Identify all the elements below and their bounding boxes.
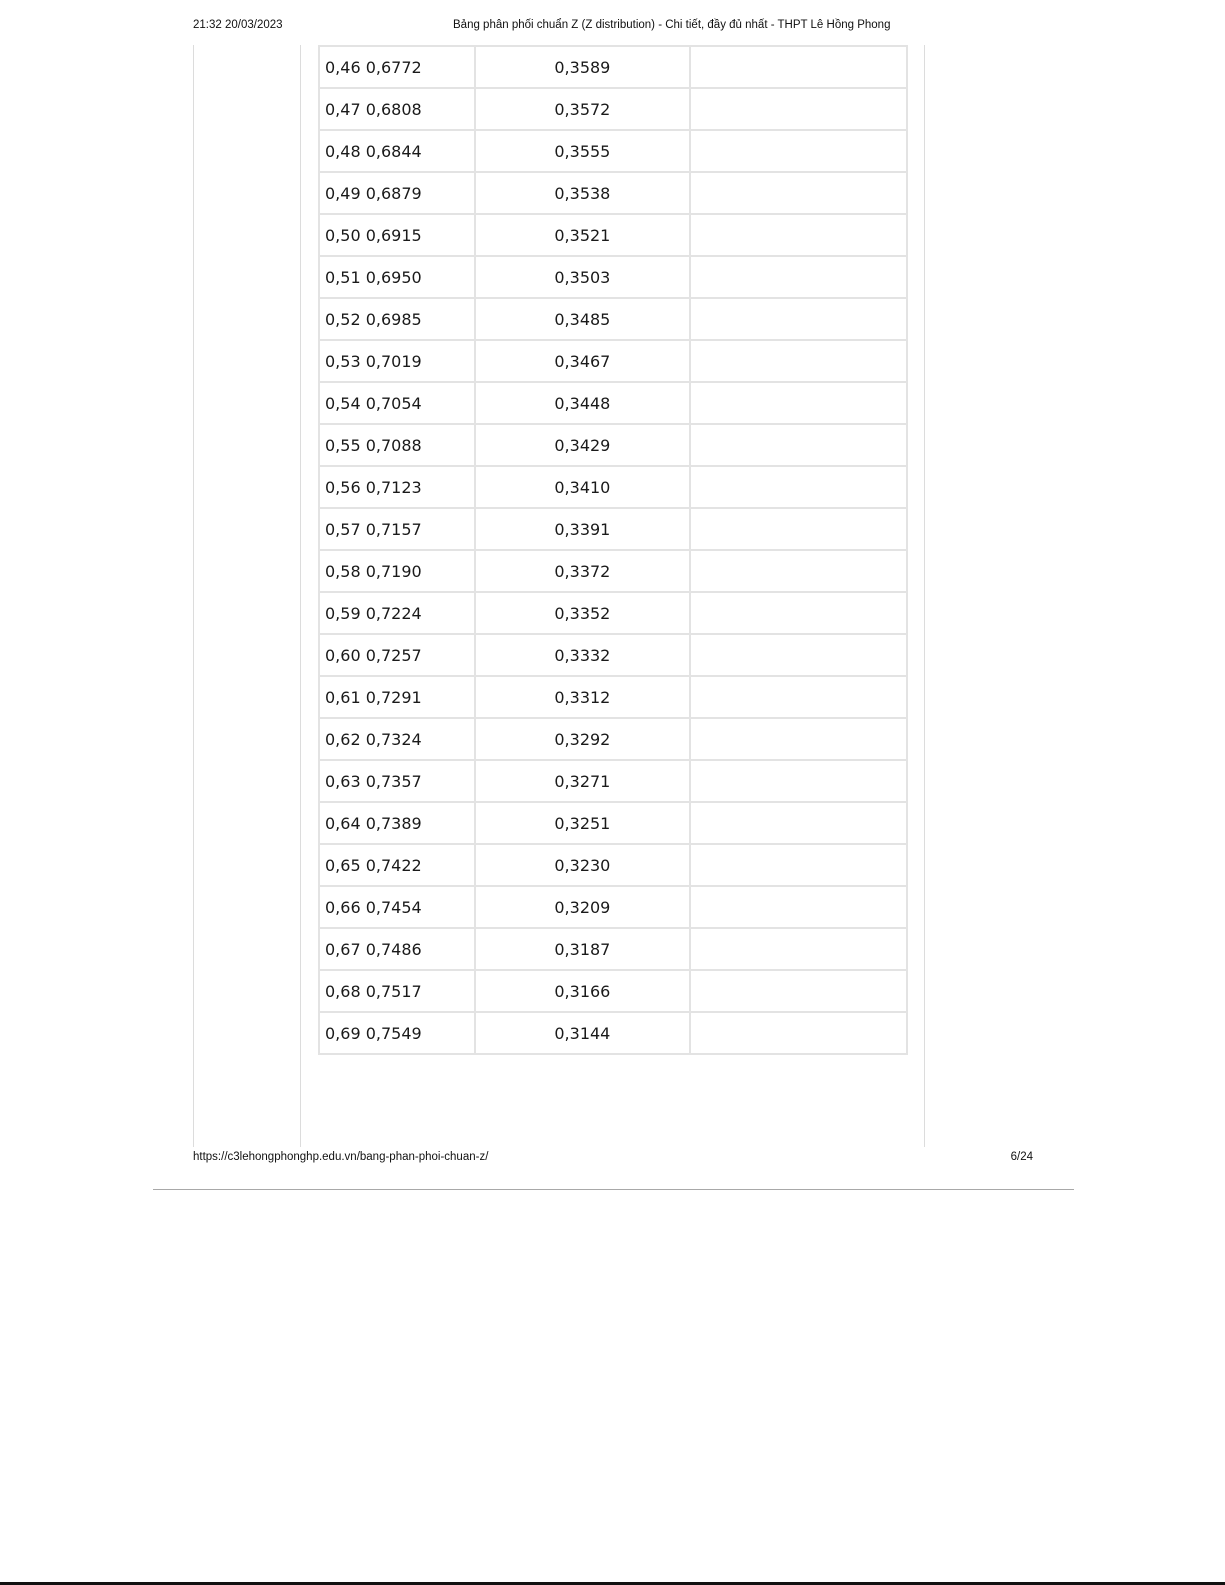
table-row [319,802,907,844]
z-score-cell: 0,64 0,7389 [319,802,475,844]
print-footer [193,1151,1033,1167]
table-row [319,886,907,928]
density-cell: 0,3467 [475,340,691,382]
table-row [319,592,907,634]
empty-cell [690,970,907,1012]
z-score-cell: 0,61 0,7291 [319,676,475,718]
empty-cell [690,928,907,970]
table-row [319,382,907,424]
empty-cell [690,676,907,718]
density-cell: 0,3251 [475,802,691,844]
density-cell: 0,3448 [475,382,691,424]
density-cell: 0,3538 [475,172,691,214]
density-cell: 0,3521 [475,214,691,256]
z-score-cell: 0,65 0,7422 [319,844,475,886]
table-row [319,256,907,298]
z-score-cell: 0,60 0,7257 [319,634,475,676]
empty-cell [690,46,907,88]
frame-border-inner-left [300,45,301,1147]
table-row [319,760,907,802]
empty-cell [690,886,907,928]
density-cell: 0,3485 [475,298,691,340]
empty-cell [690,466,907,508]
z-score-cell: 0,58 0,7190 [319,550,475,592]
z-score-cell: 0,56 0,7123 [319,466,475,508]
z-table-body [319,46,907,1054]
z-score-cell: 0,47 0,6808 [319,88,475,130]
empty-cell [690,1012,907,1054]
empty-cell [690,508,907,550]
page-url: https://c3lehongphonghp.edu.vn/bang-phan-phoi-chuan-z/ [193,1151,489,1163]
density-cell: 0,3144 [475,1012,691,1054]
density-cell: 0,3187 [475,928,691,970]
empty-cell [690,424,907,466]
density-cell: 0,3503 [475,256,691,298]
density-cell: 0,3312 [475,676,691,718]
z-score-cell: 0,66 0,7454 [319,886,475,928]
table-row [319,508,907,550]
density-cell: 0,3209 [475,886,691,928]
table-row [319,634,907,676]
density-cell: 0,3589 [475,46,691,88]
table-row [319,844,907,886]
page-divider [153,1189,1074,1190]
z-score-cell: 0,50 0,6915 [319,214,475,256]
z-score-cell: 0,68 0,7517 [319,970,475,1012]
z-score-cell: 0,59 0,7224 [319,592,475,634]
print-timestamp: 21:32 20/03/2023 [193,19,283,31]
table-row [319,88,907,130]
density-cell: 0,3391 [475,508,691,550]
table-row [319,424,907,466]
print-header [193,19,1033,35]
empty-cell [690,802,907,844]
empty-cell [690,760,907,802]
z-score-cell: 0,52 0,6985 [319,298,475,340]
empty-cell [690,844,907,886]
density-cell: 0,3166 [475,970,691,1012]
z-score-cell: 0,62 0,7324 [319,718,475,760]
empty-cell [690,130,907,172]
z-score-cell: 0,55 0,7088 [319,424,475,466]
density-cell: 0,3572 [475,88,691,130]
empty-cell [690,256,907,298]
table-row [319,298,907,340]
empty-cell [690,382,907,424]
density-cell: 0,3230 [475,844,691,886]
z-score-cell: 0,63 0,7357 [319,760,475,802]
table-row [319,676,907,718]
z-score-cell: 0,53 0,7019 [319,340,475,382]
table-row [319,214,907,256]
z-score-cell: 0,69 0,7549 [319,1012,475,1054]
z-score-cell: 0,46 0,6772 [319,46,475,88]
table-row [319,928,907,970]
page-number: 6/24 [1010,1151,1033,1163]
empty-cell [690,88,907,130]
density-cell: 0,3332 [475,634,691,676]
table-row [319,718,907,760]
density-cell: 0,3352 [475,592,691,634]
empty-cell [690,298,907,340]
empty-cell [690,592,907,634]
z-score-cell: 0,67 0,7486 [319,928,475,970]
frame-border-left [193,45,194,1147]
empty-cell [690,340,907,382]
table-row [319,550,907,592]
empty-cell [690,718,907,760]
z-distribution-table [318,45,908,1055]
z-score-cell: 0,57 0,7157 [319,508,475,550]
table-row [319,466,907,508]
z-score-cell: 0,49 0,6879 [319,172,475,214]
density-cell: 0,3372 [475,550,691,592]
density-cell: 0,3429 [475,424,691,466]
z-score-cell: 0,51 0,6950 [319,256,475,298]
density-cell: 0,3410 [475,466,691,508]
density-cell: 0,3271 [475,760,691,802]
document-title: Bảng phân phối chuẩn Z (Z distribution) - Chi tiết, đầy đủ nhất - THPT Lê Hồng Phong [453,19,891,31]
density-cell: 0,3555 [475,130,691,172]
z-score-cell: 0,48 0,6844 [319,130,475,172]
empty-cell [690,214,907,256]
z-score-cell: 0,54 0,7054 [319,382,475,424]
density-cell: 0,3292 [475,718,691,760]
empty-cell [690,550,907,592]
table-row [319,340,907,382]
empty-cell [690,634,907,676]
table-row [319,970,907,1012]
frame-border-right [924,45,925,1147]
table-row [319,46,907,88]
empty-cell [690,172,907,214]
table-row [319,172,907,214]
table-row [319,1012,907,1054]
table-row [319,130,907,172]
